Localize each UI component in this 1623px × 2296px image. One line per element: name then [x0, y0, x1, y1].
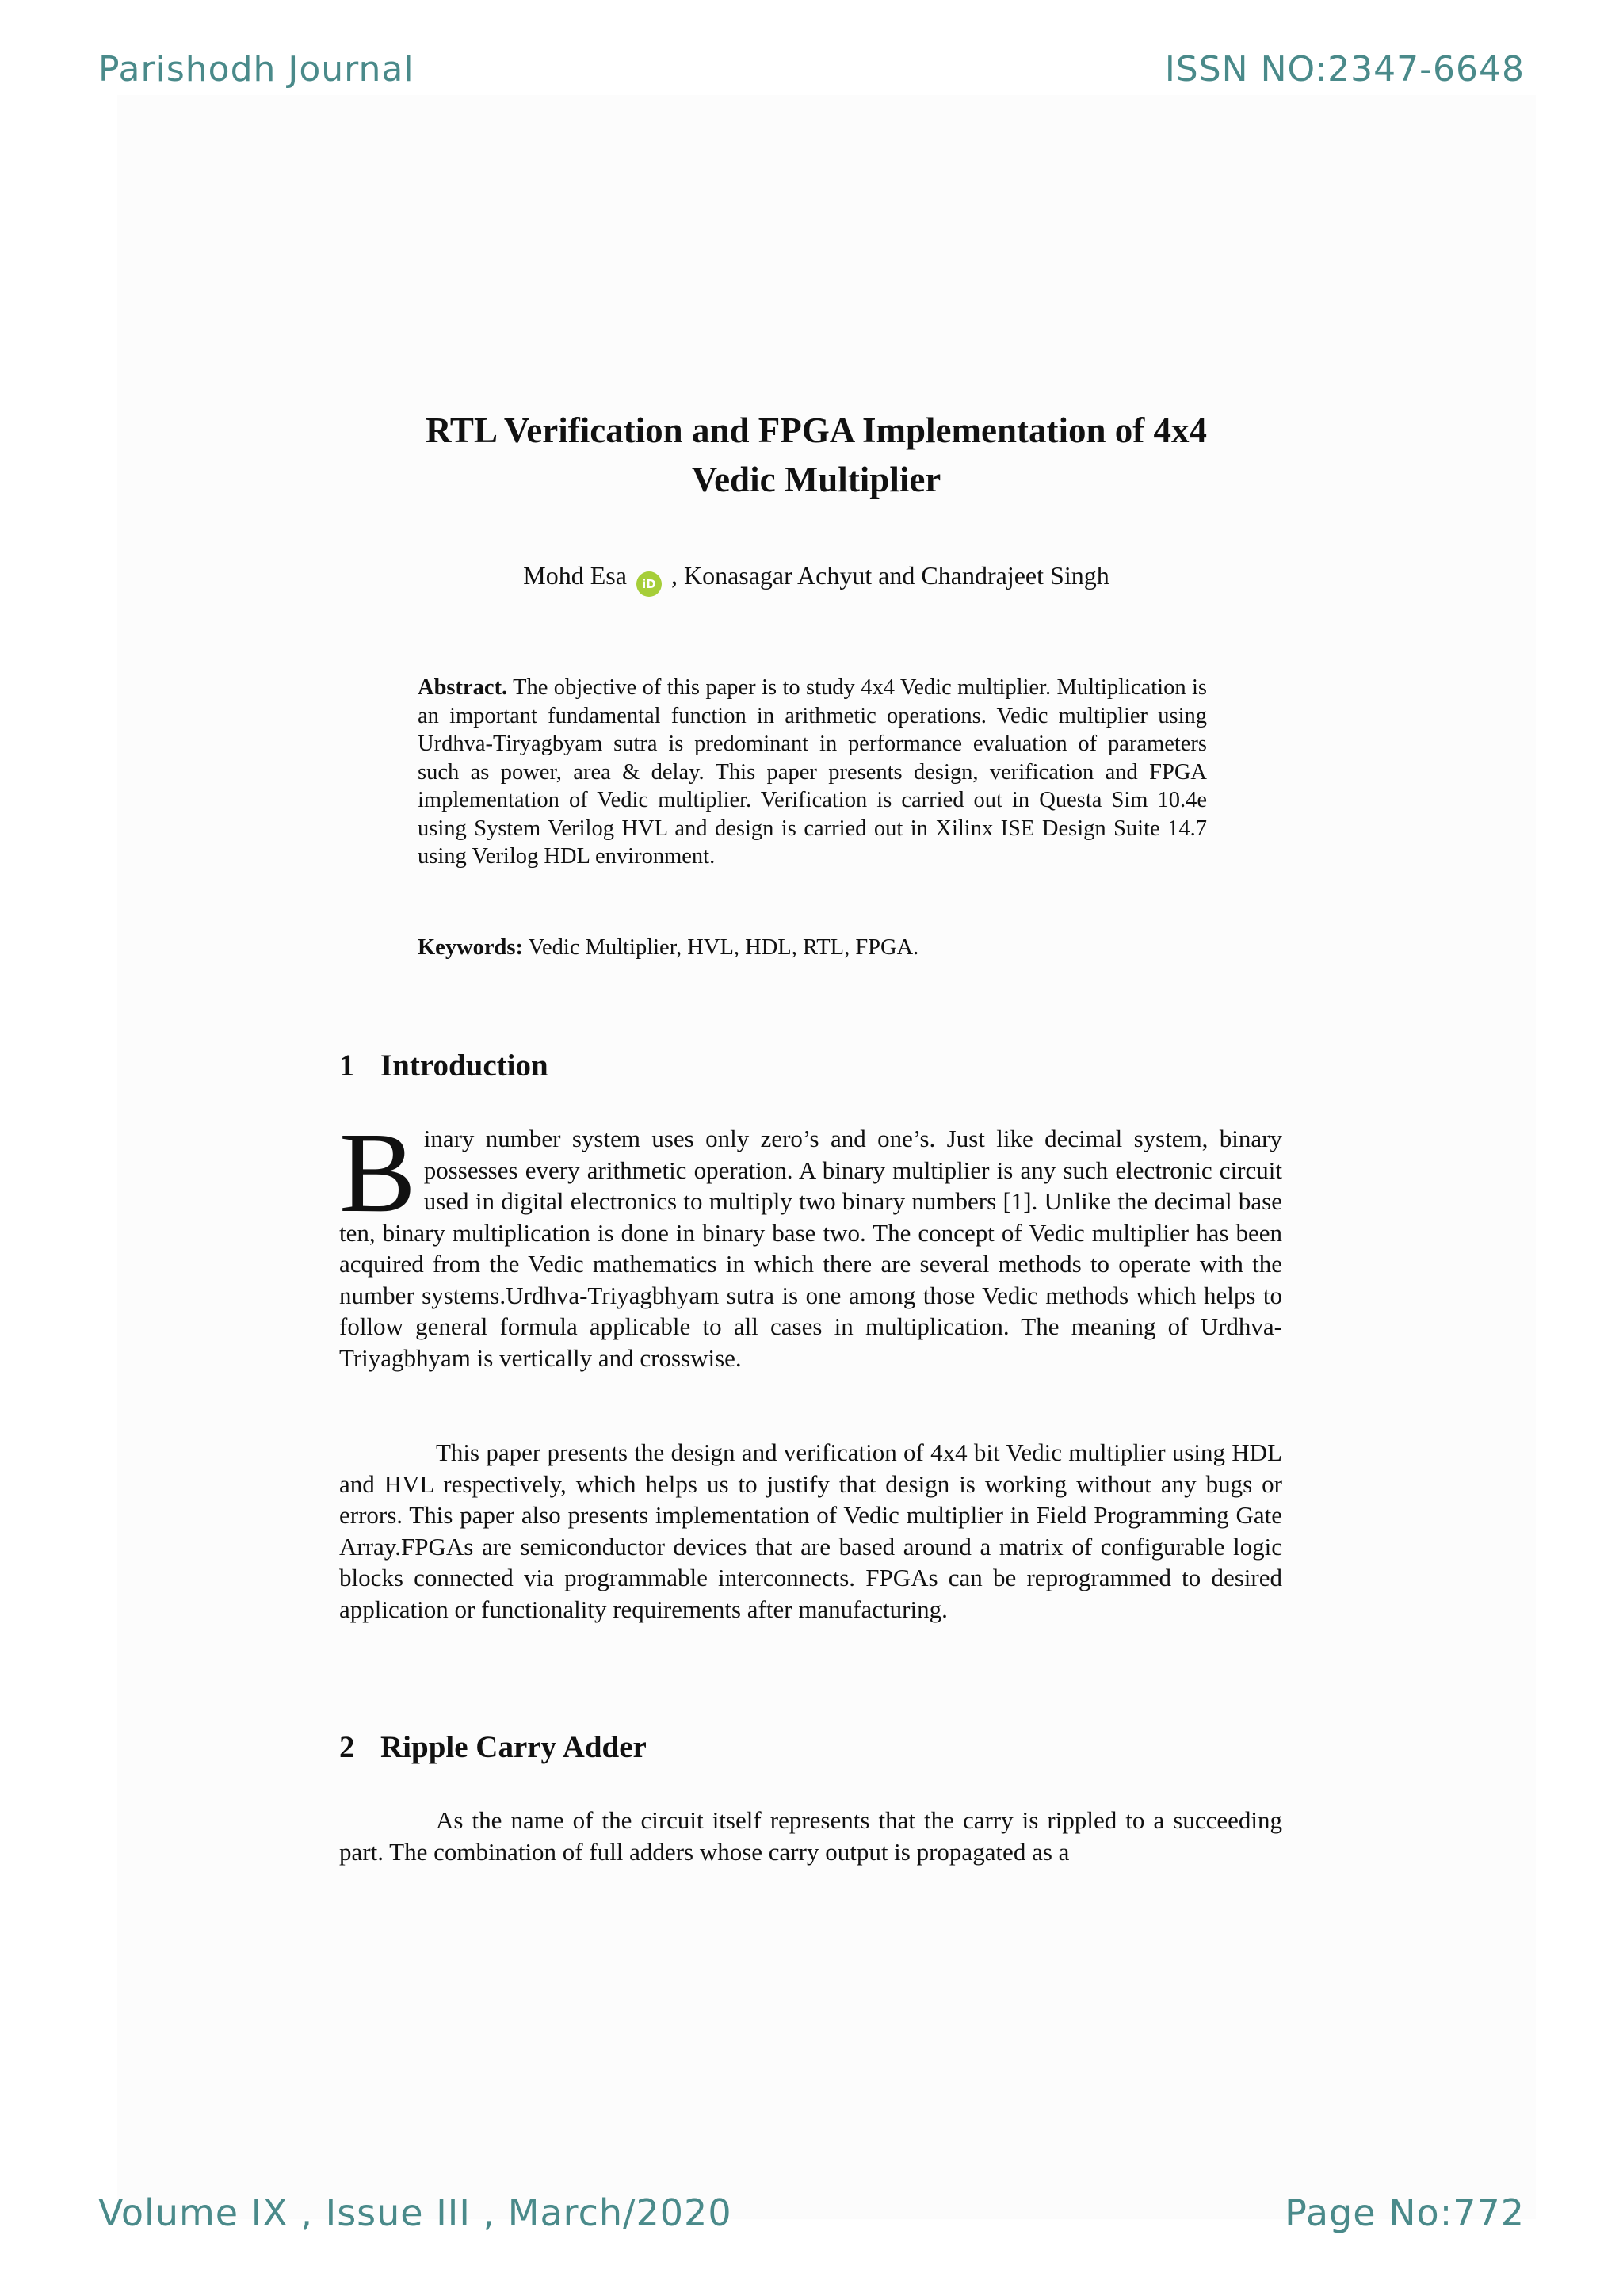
orcid-icon[interactable]: iD [636, 571, 662, 597]
page-number: Page No:772 [1285, 2191, 1525, 2234]
keywords-text: Vedic Multiplier, HVL, HDL, RTL, FPGA. [528, 935, 919, 960]
author-rest: , Konasagar Achyut and Chandrajeet Singh [670, 561, 1109, 590]
volume-issue: Volume IX , Issue III , March/2020 [98, 2191, 732, 2234]
journal-name: Parishodh Journal [98, 49, 414, 90]
section-heading-ripple-carry-adder [339, 1729, 647, 1765]
paper-title [333, 406, 1300, 504]
abstract-label: Abstract. [418, 675, 508, 700]
section-heading-introduction [339, 1048, 548, 1083]
abstract-text: The objective of this paper is to study 4x4 Vedic multiplier. Multiplication is an important fundamental function in arithmetic operations. Vedic multiplier using Urdhva-Tiryagbyam sutra is predominant in performance evaluation of parameters such as power, area & delay. This paper presents design, verification and FPGA implementation of Vedic multiplier. Verification is carried out in Questa Sim 10.4e using System Verilog HVL and design is carried out in Xilinx ISE Design Suite 14.7 using Verilog HDL environment. [418, 675, 1207, 869]
ripple-paragraph-1: As the name of the circuit itself represents that the carry is rippled to a succeeding part. The combination of full adders whose carry output is propagated as a [339, 1806, 1282, 1866]
author-list [333, 561, 1300, 597]
section-title: Introduction [380, 1049, 548, 1083]
abstract [418, 674, 1207, 871]
title-line-2: Vedic Multiplier [691, 460, 941, 499]
intro-paragraph-2: This paper presents the design and verification of 4x4 bit Vedic multiplier using HDL and HVL respectively, which helps us to justify that design is working without any bugs or errors. This paper also presents implementation of Vedic multiplier in Field Programming Gate Array.FPGAs are semiconductor devices that are based around a matrix of configurable logic blocks connected via programmable interconnects. FPGAs can be reprogrammed to desired application or functionality requirements after manufacturing. [339, 1438, 1282, 1623]
keywords-label: Keywords: [418, 935, 523, 960]
intro-paragraph-1 [339, 1110, 1282, 1373]
section-number: 2 [339, 1730, 355, 1764]
section-number: 1 [339, 1049, 355, 1083]
issn-number: ISSN NO:2347-6648 [1164, 49, 1525, 90]
author-first: Mohd Esa [523, 561, 627, 590]
title-line-1: RTL Verification and FPGA Implementation of 4x4 [426, 411, 1207, 450]
section-title: Ripple Carry Adder [380, 1730, 647, 1764]
intro-paragraph-1-text: inary number system uses only zero’s and one’s. Just like decimal system, binary possesses every arithmetic operation. A binary multiplier is any such electronic circuit used in digital electronics to multiply two binary numbers [1]. Unlike the decimal base ten, binary multiplication is done in binary base two. The concept of Vedic multiplier has been acquired from the Vedic mathematics in which there are several methods to operate with the number systems.Urdhva-Triyagbhyam sutra is one among those Vedic methods which helps to follow general formula applicable to all cases in multiplication. The meaning of Urdhva-Triyagbhyam is vertically and crosswise. [339, 1125, 1282, 1372]
drop-cap: B [339, 1110, 416, 1236]
keywords [418, 934, 1207, 962]
